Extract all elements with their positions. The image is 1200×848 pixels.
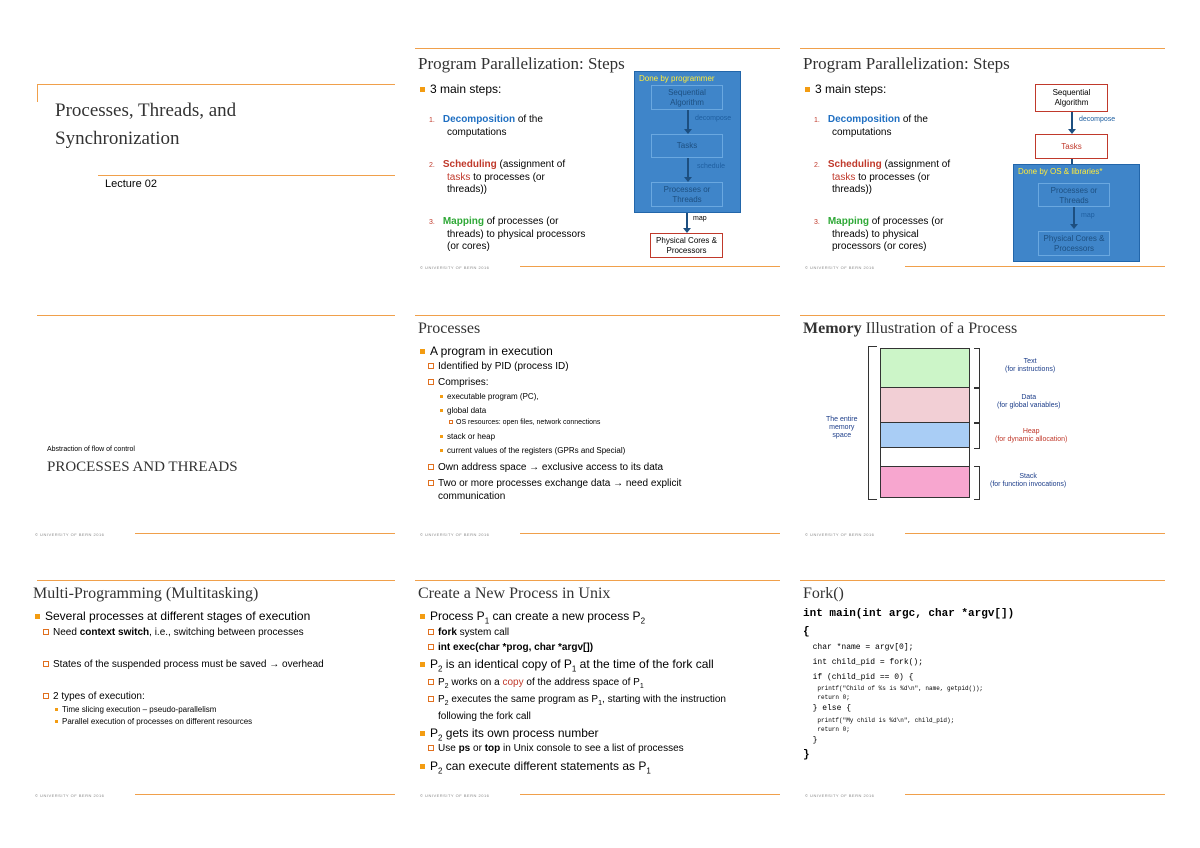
- stack-segment: [881, 467, 969, 497]
- os-panel: [1013, 164, 1140, 262]
- slide-6: [800, 306, 1180, 546]
- footer-line: [905, 266, 1165, 267]
- slide-8: [415, 571, 795, 811]
- footer-text: © UNIVERSITY OF BERN 2016: [35, 793, 105, 798]
- slide-top-line: [415, 315, 780, 316]
- bullet-l3: executable program (PC),: [440, 392, 539, 401]
- bullet-icon: [420, 731, 425, 736]
- bullet-icon: [420, 614, 425, 619]
- slide-title: Create a New Process in Unix: [418, 585, 611, 602]
- title-bracket: [37, 84, 38, 102]
- bracket-text: [974, 348, 980, 388]
- box-tasks: Tasks: [651, 134, 723, 158]
- step-3: 3. Mapping of processes (or threads) to physical processors (or cores): [814, 216, 944, 252]
- bullet-l1: $P_2$ is an identical copy of $P_1$ at the time of the fork call: [420, 657, 714, 673]
- text-segment: [881, 349, 969, 388]
- bullet-l2: $P_2$ works on a copy of the address space of $P_1$: [428, 677, 644, 690]
- slide-top-line: [800, 315, 1165, 316]
- sub-bullet-icon: [428, 629, 434, 635]
- step-2: 2. Scheduling (assignment of tasks to processes (or threads)): [814, 159, 951, 195]
- bullet-l2: Need context switch, i.e., switching between processes: [43, 627, 304, 638]
- label-map: map: [693, 215, 707, 222]
- box-sequential-algorithm: Sequential Algorithm: [1035, 84, 1108, 112]
- programmer-panel: [634, 71, 741, 213]
- box-physical-cores: Physical Cores & Processors: [650, 233, 723, 258]
- bullet-intro: 3 main steps:: [805, 82, 886, 96]
- section-subtitle: Abstraction of flow of control: [47, 446, 135, 453]
- section-title: PROCESSES AND THREADS: [47, 459, 238, 475]
- slide-7: [30, 571, 410, 811]
- bullet-intro: 3 main steps:: [420, 82, 501, 96]
- footer-text: © UNIVERSITY OF BERN 2016: [420, 793, 490, 798]
- footer-line: [905, 533, 1165, 534]
- slide-divider: [37, 84, 395, 85]
- step-1: 1. Decomposition of the computations: [814, 114, 928, 138]
- slide-3: [800, 44, 1180, 284]
- bullet-icon: [420, 87, 425, 92]
- bullet-l1: Several processes at different stages of execution: [35, 609, 310, 623]
- bullet-l3: Time slicing execution – pseudo-parallelism: [55, 705, 216, 714]
- sub-bullet-icon: [428, 464, 434, 470]
- code-line: return 0;: [803, 694, 850, 701]
- sub-bullet-icon: [43, 693, 49, 699]
- step-1: 1. Decomposition of the computations: [429, 114, 543, 138]
- slide-title: Memory Illustration of a Process: [803, 320, 1018, 337]
- bracket-data: [974, 388, 980, 423]
- sub-bullet-icon: [43, 629, 49, 635]
- bullet-l2: int exec(char *prog, char *argv[]): [428, 642, 593, 653]
- tiny-bullet-icon: [440, 449, 443, 452]
- box-physical-cores: Physical Cores & Processors: [1038, 231, 1110, 256]
- bullet-icon: [420, 349, 425, 354]
- free-segment: [881, 448, 969, 467]
- code-line: printf("My child is %d\n", child_pid);: [803, 717, 955, 724]
- slide-title: Fork(): [803, 585, 844, 602]
- label-schedule: schedule: [697, 163, 726, 170]
- slide-title: Processes: [418, 320, 481, 337]
- arrow-decompose: [1071, 112, 1073, 130]
- sub-bullet-icon: [428, 379, 434, 385]
- bullet-l2: fork system call: [428, 627, 509, 638]
- title-underline: [98, 175, 395, 176]
- sub-bullet-icon: [43, 661, 49, 667]
- lecture-subtitle: Lecture 02: [105, 178, 157, 190]
- bullet-l1: $P_2$ can execute different statements as $P_1$: [420, 759, 651, 775]
- label-decompose: decompose: [1079, 116, 1116, 123]
- label-map: map: [1081, 212, 1095, 219]
- label-stack: Stack (for function invocations): [990, 473, 1067, 488]
- code-line-signature: int main(int argc, char *argv[]): [803, 608, 1015, 620]
- tiny-bullet-icon: [440, 435, 443, 438]
- code-line: }: [803, 736, 818, 745]
- bullet-l2: Comprises:: [428, 377, 489, 388]
- bullet-l2: Identified by PID (process ID): [428, 361, 569, 372]
- bullet-l2: $P_2$ executes the same program as $P_1$, starting with the instruction following the fork call: [428, 693, 726, 723]
- bullet-l1: A program in execution: [420, 344, 553, 358]
- footer-line: [135, 533, 395, 534]
- tiny-bullet-icon: [440, 409, 443, 412]
- slide-title: Processes, Threads, and Synchronization: [55, 100, 237, 149]
- left-brace: [868, 346, 877, 500]
- sub-bullet-icon: [428, 480, 434, 486]
- code-line: }: [803, 749, 810, 761]
- tiny-bullet-icon: [55, 720, 58, 723]
- slide-top-line: [415, 48, 780, 49]
- panel-label: Done by OS & libraries*: [1018, 167, 1103, 176]
- footer-text: © UNIVERSITY OF BERN 2016: [420, 532, 490, 537]
- bullet-l1: $P_2$ gets its own process number: [420, 726, 599, 742]
- tiny-bullet-icon: [449, 420, 453, 424]
- code-line: if (child_pid == 0) {: [803, 673, 914, 682]
- bullet-l2: States of the suspended process must be saved → overhead: [43, 659, 324, 670]
- sub-bullet-icon: [428, 696, 434, 702]
- bullet-icon: [35, 614, 40, 619]
- slide-title: Program Parallelization: Steps: [803, 54, 1010, 73]
- slide-5: [415, 306, 795, 546]
- bullet-icon: [805, 87, 810, 92]
- data-segment: [881, 388, 969, 423]
- box-sequential-algorithm: Sequential Algorithm: [651, 85, 723, 110]
- footer-text: © UNIVERSITY OF BERN 2016: [805, 265, 875, 270]
- slide-9: [800, 571, 1180, 811]
- bullet-l1: Process $P_1$ can create a new process $P_2$: [420, 609, 645, 625]
- label-decompose: decompose: [695, 115, 732, 122]
- slide-top-line: [415, 580, 780, 581]
- sub-bullet-icon: [428, 745, 434, 751]
- footer-line: [520, 266, 780, 267]
- slide-4: [30, 306, 410, 546]
- panel-label: Done by programmer: [639, 74, 715, 83]
- label-text: Text (for instructions): [1005, 358, 1056, 373]
- bullet-l3: Parallel execution of processes on different resources: [55, 717, 252, 726]
- slide-title: Program Parallelization: Steps: [418, 54, 625, 73]
- bullet-l3: current values of the registers (GPRs and Special): [440, 446, 625, 455]
- footer-line: [135, 794, 395, 795]
- tiny-bullet-icon: [55, 708, 58, 711]
- footer-line: [520, 794, 780, 795]
- heap-segment: [881, 423, 969, 448]
- slide-top-line: [37, 315, 395, 316]
- tiny-bullet-icon: [440, 395, 443, 398]
- sub-bullet-icon: [428, 363, 434, 369]
- code-line: return 0;: [803, 726, 850, 733]
- bullet-l2: Use ps or top in Unix console to see a list of processes: [428, 743, 684, 754]
- slide-title: Multi-Programming (Multitasking): [33, 585, 259, 602]
- bullet-l4: OS resources: open files, network connections: [449, 419, 600, 426]
- footer-text: © UNIVERSITY OF BERN 2016: [420, 265, 490, 270]
- bracket-stack: [974, 466, 980, 500]
- footer-text: © UNIVERSITY OF BERN 2016: [805, 793, 875, 798]
- label-data: Data (for global variables): [997, 394, 1061, 409]
- box-processes-threads: Processes or Threads: [1038, 183, 1110, 207]
- slide-top-line: [800, 580, 1165, 581]
- arrow-decompose: [687, 110, 689, 130]
- slide-2: [415, 44, 795, 284]
- memory-block: [880, 348, 970, 498]
- label-heap: Heap (for dynamic allocation): [995, 428, 1068, 443]
- bracket-heap: [974, 423, 980, 449]
- footer-text: © UNIVERSITY OF BERN 2016: [805, 532, 875, 537]
- step-3: 3. Mapping of processes (or threads) to physical processors (or cores): [429, 216, 586, 252]
- slide-1: [30, 50, 410, 290]
- bullet-l3: global data: [440, 406, 486, 415]
- code-line: int child_pid = fork();: [803, 658, 924, 667]
- sub-bullet-icon: [428, 644, 434, 650]
- code-line: printf("Child of %s is %d\n", name, getpid());: [803, 685, 984, 692]
- box-tasks: Tasks: [1035, 134, 1108, 159]
- footer-text: © UNIVERSITY OF BERN 2016: [35, 532, 105, 537]
- code-line: {: [803, 626, 810, 638]
- bullet-icon: [420, 764, 425, 769]
- slide-top-line: [37, 580, 395, 581]
- bullet-l2: Own address space → exclusive access to its data: [428, 462, 663, 473]
- bullet-icon: [420, 662, 425, 667]
- step-2: 2. Scheduling (assignment of tasks to processes (or threads)): [429, 159, 566, 195]
- arrow-map: [1073, 207, 1075, 225]
- sub-bullet-icon: [428, 679, 434, 685]
- arrow-schedule: [687, 158, 689, 178]
- footer-line: [905, 794, 1165, 795]
- box-processes-threads: Processes or Threads: [651, 182, 723, 207]
- bullet-l2: 2 types of execution:: [43, 691, 145, 702]
- bullet-l3: stack or heap: [440, 432, 495, 441]
- slide-top-line: [800, 48, 1165, 49]
- code-line: } else {: [803, 704, 852, 713]
- arrow-map: [686, 213, 688, 229]
- footer-line: [520, 533, 780, 534]
- memory-space-label: The entire memory space: [826, 416, 858, 439]
- bullet-l2: Two or more processes exchange data → need explicit communication: [428, 477, 681, 503]
- code-line: char *name = argv[0];: [803, 643, 914, 652]
